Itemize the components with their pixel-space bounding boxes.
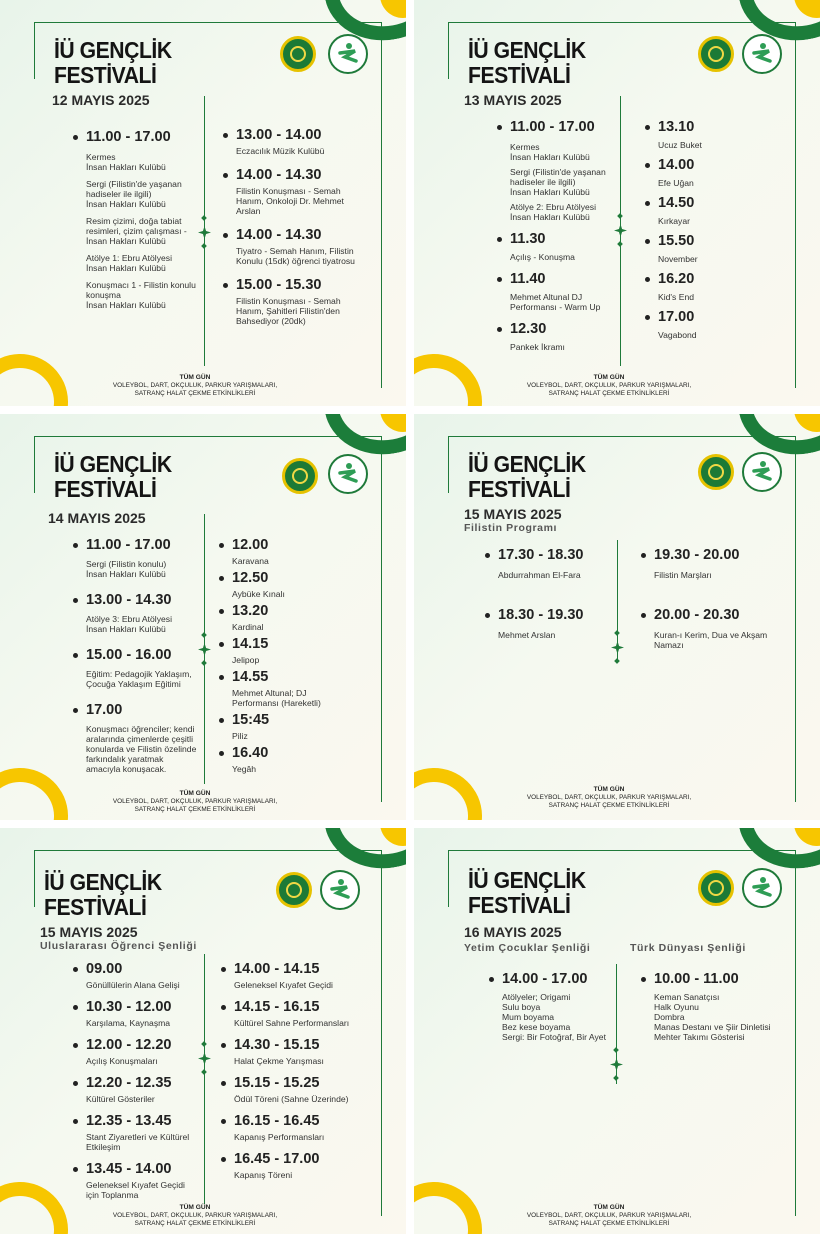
activity-desc: Kid's End	[658, 292, 695, 302]
time-label: 19.30 - 20.00	[640, 546, 780, 564]
time-label: 14.55	[218, 668, 348, 686]
activity-desc: Halat Çekme Yarışması	[234, 1056, 324, 1066]
time-label: 17.00	[644, 308, 764, 326]
activity-desc: Açılış - Konuşma	[510, 252, 575, 262]
footer-line-1: VOLEYBOL, DART, OKÇULUK, PARKUR YARIŞMALARI,	[526, 1212, 692, 1219]
schedule-item	[218, 744, 348, 774]
time-label: 11.40	[496, 270, 614, 288]
festival-title-text: İÜ GENÇLİK FESTİVALİ	[44, 869, 162, 920]
schedule-item	[644, 308, 764, 340]
schedule-item	[72, 591, 197, 634]
time-label: 11.00 - 17.00	[72, 128, 197, 146]
event-date: 12 MAYIS 2025	[52, 92, 150, 108]
activity-desc: Sergi (Filistin'de yaşanan hadiseler ile ilgili) İnsan Hakları Kulübü	[86, 179, 182, 209]
footer-line-2: SATRANÇ HALAT ÇEKME ETKİNLİKLERİ	[548, 1220, 670, 1227]
time-label: 12.50	[218, 569, 348, 587]
footer-note	[70, 1204, 320, 1228]
event-date: 15 MAYIS 2025	[464, 506, 562, 522]
time-label: 14.00 - 14.30	[222, 166, 362, 184]
activity-desc: Mehmet Altunal DJ Performansı - Warm Up	[510, 292, 601, 312]
activity-desc: Filistin Konuşması - Semah Hanım, Şahitleri Filistin'den Bahsediyor (20dk)	[236, 296, 341, 326]
activity-desc: Atölye 2: Ebru Atölyesi İnsan Hakları Kulübü	[510, 202, 596, 222]
footer-note	[484, 786, 734, 810]
footer-note	[484, 374, 734, 398]
festival-title-text: İÜ GENÇLİK FESTİVALİ	[468, 37, 586, 88]
time-label: 15.00 - 15.30	[222, 276, 362, 294]
program-subtitle: Filistin Programı	[464, 522, 558, 534]
festival-logo-icon	[328, 34, 368, 74]
activity-desc: Geleneksel Kıyafet Geçidi için Toplanma	[86, 1180, 185, 1200]
schedule-item	[72, 960, 200, 990]
footer-line-1: VOLEYBOL, DART, OKÇULUK, PARKUR YARIŞMALARI,	[112, 798, 278, 805]
schedule-item	[222, 226, 362, 266]
activity-desc: Kardinal	[232, 622, 264, 632]
schedule-item	[72, 1074, 200, 1104]
festival-logo-icon	[742, 868, 782, 908]
schedule-item	[72, 701, 197, 774]
footer-label: TÜM GÜN	[179, 790, 211, 797]
schedule-item	[644, 232, 764, 264]
festival-title	[44, 870, 164, 920]
festival-title	[54, 38, 174, 88]
activity-desc: Karşılama, Kaynaşma	[86, 1018, 171, 1028]
activity-desc: Filistin Konuşması - Semah Hanım, Onkoloji Dr. Mehmet Arslan	[236, 186, 344, 216]
schedule-item	[644, 270, 764, 302]
time-label: 13.45 - 14.00	[72, 1160, 200, 1178]
activity-desc: Geleneksel Kıyafet Geçidi	[234, 980, 333, 990]
activity-desc: Vagabond	[658, 330, 697, 340]
event-date: 15 MAYIS 2025	[40, 924, 138, 940]
festival-title	[468, 452, 588, 502]
footer-line-1: VOLEYBOL, DART, OKÇULUK, PARKUR YARIŞMALARI,	[112, 1212, 278, 1219]
footer-label: TÜM GÜN	[179, 1204, 211, 1211]
time-label: 12.00 - 12.20	[72, 1036, 200, 1054]
activity-desc: Abdurrahman El-Fara	[498, 570, 581, 580]
time-label: 13.20	[218, 602, 348, 620]
time-label: 12.35 - 13.45	[72, 1112, 200, 1130]
program-subtitle-right: Türk Dünyası Şenliği	[630, 942, 746, 954]
festival-logo-icon	[742, 34, 782, 74]
activity-desc: Mehmet Arslan	[498, 630, 556, 640]
activity-desc: Kapanış Töreni	[234, 1170, 293, 1180]
activity-desc: Yegâh	[232, 764, 257, 774]
activity-desc: Piliz	[232, 731, 248, 741]
time-label: 09.00	[72, 960, 200, 978]
time-label: 20.00 - 20.30	[640, 606, 780, 624]
time-label: 14.50	[644, 194, 764, 212]
footer-label: TÜM GÜN	[593, 1204, 625, 1211]
schedule-item	[484, 606, 609, 640]
schedule-item	[72, 536, 197, 579]
schedule-panel-3	[0, 414, 406, 820]
schedule-item	[72, 1112, 200, 1152]
schedule-item	[218, 536, 348, 566]
schedule-panel-2	[414, 0, 820, 406]
left-column	[72, 128, 197, 317]
activity-desc: Stant Ziyaretleri ve Kültürel Etkileşim	[86, 1132, 190, 1152]
time-label: 14.00 - 14.30	[222, 226, 362, 244]
time-label: 17.30 - 18.30	[484, 546, 609, 564]
footer-line-2: SATRANÇ HALAT ÇEKME ETKİNLİKLERİ	[134, 806, 256, 813]
time-label: 16.45 - 17.00	[220, 1150, 360, 1168]
program-subtitle: Uluslararası Öğrenci Şenliği	[40, 940, 197, 952]
footer-line-2: SATRANÇ HALAT ÇEKME ETKİNLİKLERİ	[548, 390, 670, 397]
schedule-item	[640, 970, 780, 1042]
right-column	[218, 536, 348, 780]
activity-desc: Efe Uğan	[658, 178, 694, 188]
time-label: 12.00	[218, 536, 348, 554]
time-label: 11.30	[496, 230, 614, 248]
schedule-item	[72, 128, 197, 146]
footer-line-1: VOLEYBOL, DART, OKÇULUK, PARKUR YARIŞMALARI,	[526, 382, 692, 389]
schedule-item	[496, 230, 614, 262]
festival-title-text: İÜ GENÇLİK FESTİVALİ	[468, 451, 586, 502]
time-label: 14.15 - 16.15	[220, 998, 360, 1016]
activity-desc: Atölye 1: Ebru Atölyesi İnsan Hakları Kulübü	[86, 253, 172, 273]
left-column	[72, 960, 200, 1206]
activity-desc: Konuşmacı 1 - Filistin konulu konuşma İnsan Hakları Kulübü	[86, 280, 196, 310]
schedule-item	[496, 270, 614, 312]
activity-desc: Filistin Marşları	[654, 570, 712, 580]
time-label: 11.00 - 17.00	[496, 118, 614, 136]
time-label: 13.00 - 14.00	[222, 126, 362, 144]
schedule-item	[72, 646, 197, 689]
schedule-item	[220, 1036, 360, 1066]
left-column	[72, 536, 197, 780]
activity-desc: Tiyatro - Semah Hanım, Filistin Konulu (15dk) öğrenci tiyatrosu	[236, 246, 355, 266]
activity-desc: Eczacılık Müzik Kulübü	[236, 146, 325, 156]
activity-desc: Konuşmacı öğrenciler; kendi aralarında çimenlerde çeşitli konularda ve Filistin özelinde farkındalık yaratmak amacıyla konuşacak.	[86, 724, 197, 774]
time-label: 18.30 - 19.30	[484, 606, 609, 624]
schedule-item	[220, 1074, 360, 1104]
activity-desc: Kermes İnsan Hakları Kulübü	[510, 142, 590, 162]
festival-title-text: İÜ GENÇLİK FESTİVALİ	[54, 37, 172, 88]
time-label: 14.30 - 15.15	[220, 1036, 360, 1054]
time-label: 12.30	[496, 320, 614, 338]
schedule-item	[222, 166, 362, 216]
activity-desc: Kültürel Sahne Performansları	[234, 1018, 350, 1028]
event-date: 16 MAYIS 2025	[464, 924, 562, 940]
activity-desc: Resim çizimi, doğa tabiat resimleri, çizim çalışması - İnsan Hakları Kulübü	[86, 216, 187, 246]
activity-desc: Keman Sanatçısı Halk Oyunu Dombra Manas Destanı ve Şiir Dinletisi Mehter Takımı Gösterisi	[654, 992, 771, 1042]
footer-label: TÜM GÜN	[593, 786, 625, 793]
time-label: 13.00 - 14.30	[72, 591, 197, 609]
footer-note	[484, 1204, 734, 1228]
activity-desc: Gönüllülerin Alana Gelişi	[86, 980, 180, 990]
time-label: 17.00	[72, 701, 197, 719]
footer-line-1: VOLEYBOL, DART, OKÇULUK, PARKUR YARIŞMALARI,	[112, 382, 278, 389]
time-label: 16.15 - 16.45	[220, 1112, 360, 1130]
activity-desc: Ödül Töreni (Sahne Üzerinde)	[234, 1094, 349, 1104]
schedule-item	[644, 118, 764, 150]
activity-desc: Sergi (Filistin konulu) İnsan Hakları Kulübü	[86, 559, 167, 579]
footer-line-1: VOLEYBOL, DART, OKÇULUK, PARKUR YARIŞMALARI,	[526, 794, 692, 801]
schedule-panel-4	[414, 414, 820, 820]
schedule-panel-5	[0, 828, 406, 1234]
left-column	[488, 970, 614, 1048]
activity-desc: Aybüke Kınalı	[232, 589, 285, 599]
festival-title	[468, 38, 588, 88]
activity-desc: Kapanış Performansları	[234, 1132, 325, 1142]
schedule-item	[72, 1160, 200, 1200]
schedule-item	[496, 320, 614, 352]
time-label: 14.15	[218, 635, 348, 653]
activity-desc: Atölyeler; Origami Sulu boya Mum boyama Bez kese boyama Sergi: Bir Fotoğraf, Bir Ayet	[502, 992, 606, 1042]
festival-title-text: İÜ GENÇLİK FESTİVALİ	[468, 867, 586, 918]
time-label: 14.00 - 17.00	[488, 970, 614, 988]
schedule-item	[218, 602, 348, 632]
time-label: 15.50	[644, 232, 764, 250]
schedule-item	[72, 1036, 200, 1066]
university-seal-icon	[698, 454, 734, 490]
activity-desc: Kermes İnsan Hakları Kulübü	[86, 152, 166, 172]
schedule-panel-6	[414, 828, 820, 1234]
right-column	[640, 970, 780, 1048]
footer-note	[70, 374, 320, 398]
schedule-item	[220, 1112, 360, 1142]
university-seal-icon	[698, 870, 734, 906]
footer-label: TÜM GÜN	[593, 374, 625, 381]
festival-logo-icon	[320, 870, 360, 910]
schedule-item	[640, 606, 780, 650]
schedule-item	[640, 546, 780, 580]
event-date: 13 MAYIS 2025	[464, 92, 562, 108]
time-label: 15:45	[218, 711, 348, 729]
festival-logo-icon	[328, 454, 368, 494]
schedule-item	[220, 1150, 360, 1180]
footer-line-2: SATRANÇ HALAT ÇEKME ETKİNLİKLERİ	[134, 390, 256, 397]
program-subtitle-left: Yetim Çocuklar Şenliği	[464, 942, 591, 954]
time-label: 11.00 - 17.00	[72, 536, 197, 554]
left-column	[496, 118, 614, 358]
activity-desc: Mehmet Altunal; DJ Performansı (Hareketli)	[232, 688, 321, 708]
time-label: 16.40	[218, 744, 348, 762]
schedule-item	[72, 998, 200, 1028]
time-label: 10.00 - 11.00	[640, 970, 780, 988]
event-date: 14 MAYIS 2025	[48, 510, 146, 526]
activity-desc: Eğitim: Pedagojik Yaklaşım, Çocuğa Yaklaşım Eğitimi	[86, 669, 192, 689]
schedule-item	[218, 569, 348, 599]
footer-line-2: SATRANÇ HALAT ÇEKME ETKİNLİKLERİ	[548, 802, 670, 809]
activity-desc: Kırkayar	[658, 216, 690, 226]
activity-desc: Pankek İkramı	[510, 342, 565, 352]
festival-title	[54, 452, 174, 502]
schedule-item	[222, 126, 362, 156]
right-column	[220, 960, 360, 1186]
schedule-item	[218, 635, 348, 665]
schedule-item	[220, 998, 360, 1028]
schedule-item	[488, 970, 614, 1042]
activity-desc: Sergi (Filistin'de yaşanan hadiseler ile ilgili) İnsan Hakları Kulübü	[510, 167, 606, 197]
university-seal-icon	[282, 458, 318, 494]
activity-desc: Açılış Konuşmaları	[86, 1056, 158, 1066]
right-column	[640, 546, 780, 656]
activity-desc: Ucuz Buket	[658, 140, 702, 150]
divider-line	[204, 954, 205, 1204]
footer-label: TÜM GÜN	[179, 374, 211, 381]
schedule-item	[218, 711, 348, 741]
schedule-item	[222, 276, 362, 326]
festival-title	[468, 868, 588, 918]
schedule-item	[496, 118, 614, 136]
time-label: 15.00 - 16.00	[72, 646, 197, 664]
time-label: 14.00 - 14.15	[220, 960, 360, 978]
time-label: 15.15 - 15.25	[220, 1074, 360, 1092]
festival-logo-icon	[742, 452, 782, 492]
schedule-item	[484, 546, 609, 580]
right-column	[222, 126, 362, 332]
right-column	[644, 118, 764, 346]
time-label: 10.30 - 12.00	[72, 998, 200, 1016]
time-label: 16.20	[644, 270, 764, 288]
activity-desc: November	[658, 254, 698, 264]
university-seal-icon	[276, 872, 312, 908]
footer-line-2: SATRANÇ HALAT ÇEKME ETKİNLİKLERİ	[134, 1220, 256, 1227]
activity-desc: Karavana	[232, 556, 269, 566]
activity-desc: Kuran-ı Kerim, Dua ve Akşam Namazı	[654, 630, 768, 650]
time-label: 13.10	[644, 118, 764, 136]
schedule-item	[218, 668, 348, 708]
schedule-item	[220, 960, 360, 990]
activity-desc: Kültürel Gösteriler	[86, 1094, 155, 1104]
schedule-item	[644, 156, 764, 188]
activity-desc: Jelipop	[232, 655, 260, 665]
schedule-item	[644, 194, 764, 226]
time-label: 14.00	[644, 156, 764, 174]
activity-desc: Atölye 3: Ebru Atölyesi İnsan Hakları Kulübü	[86, 614, 172, 634]
footer-note	[70, 790, 320, 814]
festival-title-text: İÜ GENÇLİK FESTİVALİ	[54, 451, 172, 502]
university-seal-icon	[698, 36, 734, 72]
schedule-panel-1	[0, 0, 406, 406]
time-label: 12.20 - 12.35	[72, 1074, 200, 1092]
university-seal-icon	[280, 36, 316, 72]
left-column	[484, 546, 609, 646]
